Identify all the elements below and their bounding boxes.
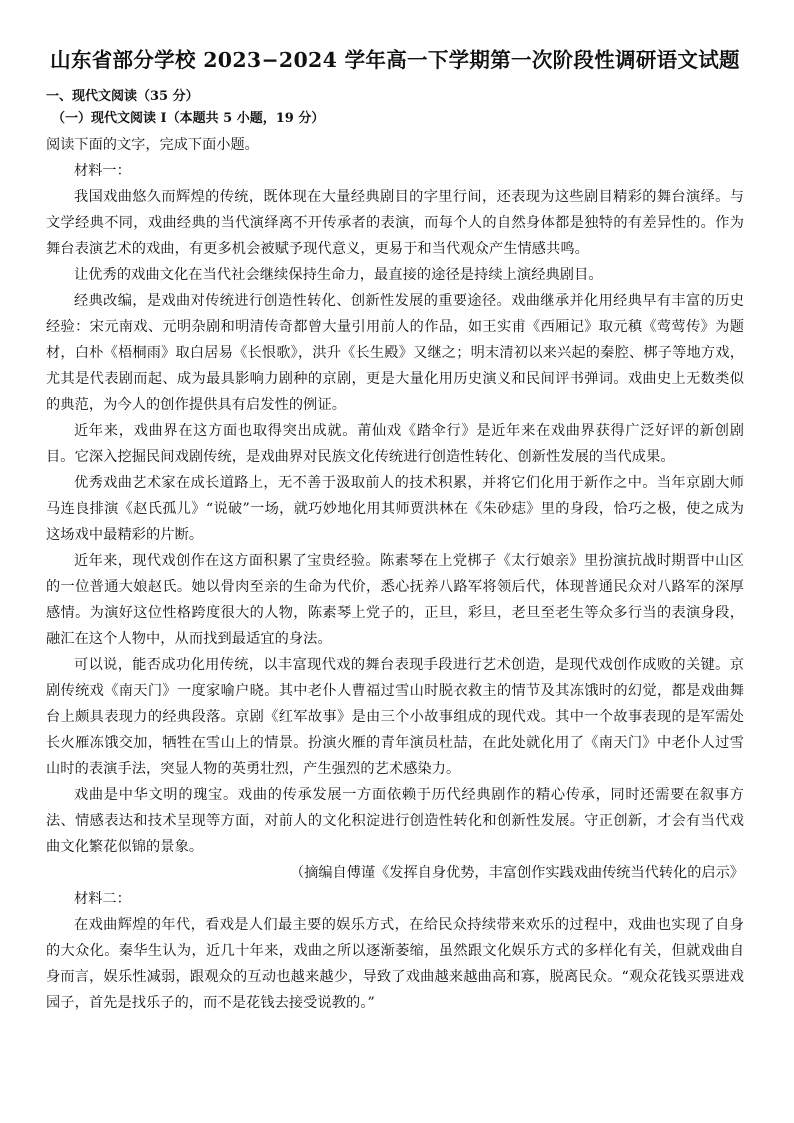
material-1-body	[46, 184, 744, 860]
material-1-source: （摘编自傅谨《发挥自身优势，丰富创作实践戏曲传统当代转化的启示》	[289, 865, 744, 881]
material-1-paragraph: 经典改编，是戏曲对传统进行创造性转化、创新性发展的重要途径。戏曲继承并化用经典早有丰富的历史经验：宋元南戏、元明杂剧和明清传奇都曾大量引用前人的作品，如王实甫《西厢记》取元稹《莺莺传》为题材，白朴《梧桐雨》取白居易《长恨歌》，洪升《长生殿》又继之；明末清初以来兴起的秦腔、梆子等地方戏，尤其是代表剧而起、成为最具影响力剧种的京剧，更是大量化用历史演义和民间评书弹词。戏曲史上无数类似的典范，为今人的创作提供具有启发性的例证。	[46, 293, 744, 413]
material-1-paragraph: 优秀戏曲艺术家在成长道路上，无不善于汲取前人的技术积累，并将它们化用于新作之中。当年京剧大师马连良排演《赵氏孤儿》“说破”一场，就巧妙地化用其师贾洪林在《朱砂痣》里的身段，恰巧之极，使之成为这场戏中最精彩的片断。	[46, 475, 744, 543]
material-2-body	[46, 912, 744, 1016]
material-1-label: 材料一：	[74, 163, 131, 179]
material-1-paragraph: 可以说，能否成功化用传统，以丰富现代戏的舞台表现手段进行艺术创造，是现代戏创作成败的关键。京剧传统戏《南天门》一度家喻户晓。其中老仆人曹福过雪山时脱衣救主的情节及其冻饿时的幻觉，都是戏曲舞台上颇具表现力的经典段落。京剧《红军故事》是由三个小故事组成的现代戏。其中一个故事表现的是军需处长火雁冻饿交加，牺牲在雪山上的情景。扮演火雁的青年演员杜喆，在此处就化用了《南天门》中老仆人过雪山时的表演手法，突显人物的英勇壮烈，产生强烈的艺术感染力。	[46, 657, 744, 777]
material-2-label: 材料二：	[74, 891, 131, 907]
page-title: 山东省部分学校 2023−2024 学年高一下学期第一次阶段性调研语文试题	[50, 48, 740, 72]
material-1-paragraph: 近年来，现代戏创作在这方面积累了宝贵经验。陈素琴在上党梆子《太行娘亲》里扮演抗战时期晋中山区的一位普通大娘赵氏。她以骨肉至亲的生命为代价，悉心抚养八路军将领后代，体现普通民众对八路军的深厚感情。为演好这位性格跨度很大的人物，陈素琴上党子的，正旦，彩旦，老旦至老生等众多行当的表演身段，融汇在这个人物中，从而找到最适宜的身法。	[46, 553, 744, 647]
section-heading: 一、现代文阅读（35 分）	[46, 89, 199, 104]
material-1-paragraph: 我国戏曲悠久而辉煌的传统，既体现在大量经典剧目的字里行间，还表现为这些剧目精彩的舞台演绎。与文学经典不同，戏曲经典的当代演绎离不开传承者的表演，而每个人的自然身体都是独特的有差异性的。作为舞台表演艺术的戏曲，有更多机会被赋予现代意义，更易于和当代观众产生情感共鸣。	[46, 189, 744, 257]
material-1-paragraph: 让优秀的戏曲文化在当代社会继续保持生命力，最直接的途径是持续上演经典剧目。	[74, 267, 603, 283]
material-1-paragraph: 近年来，戏曲界在这方面也取得突出成就。莆仙戏《踏伞行》是近年来在戏曲界获得广泛好评的新创剧目。它深入挖掘民间戏剧传统，是戏曲界对民族文化传统进行创造性转化、创新性发展的当代成果。	[46, 423, 744, 465]
material-1-paragraph: 戏曲是中华文明的瑰宝。戏曲的传承发展一方面依赖于历代经典剧作的精心传承，同时还需要在叙事方法、情感表达和技术呈现等方面，对前人的文化积淀进行创造性转化和创新性发展。守正创新，才会有当代戏曲文化繁花似锦的景象。	[46, 787, 744, 855]
material-2-paragraph: 在戏曲辉煌的年代，看戏是人们最主要的娱乐方式，在给民众持续带来欢乐的过程中，戏曲也实现了自身的大众化。秦华生认为，近几十年来，戏曲之所以逐渐萎缩，虽然跟文化娱乐方式的多样化有关，但就戏曲自身而言，娱乐性减弱，跟观众的互动也越来越少，导致了戏曲越来越曲高和寡，脱离民众。“观众花钱买票进戏园子，首先是找乐子的，而不是花钱去接受说教的。”	[46, 917, 744, 1011]
sub-heading: （一）现代文阅读 I（本题共 5 小题，19 分）	[52, 111, 325, 126]
reading-instruction: 阅读下面的文字，完成下面小题。	[46, 137, 259, 153]
